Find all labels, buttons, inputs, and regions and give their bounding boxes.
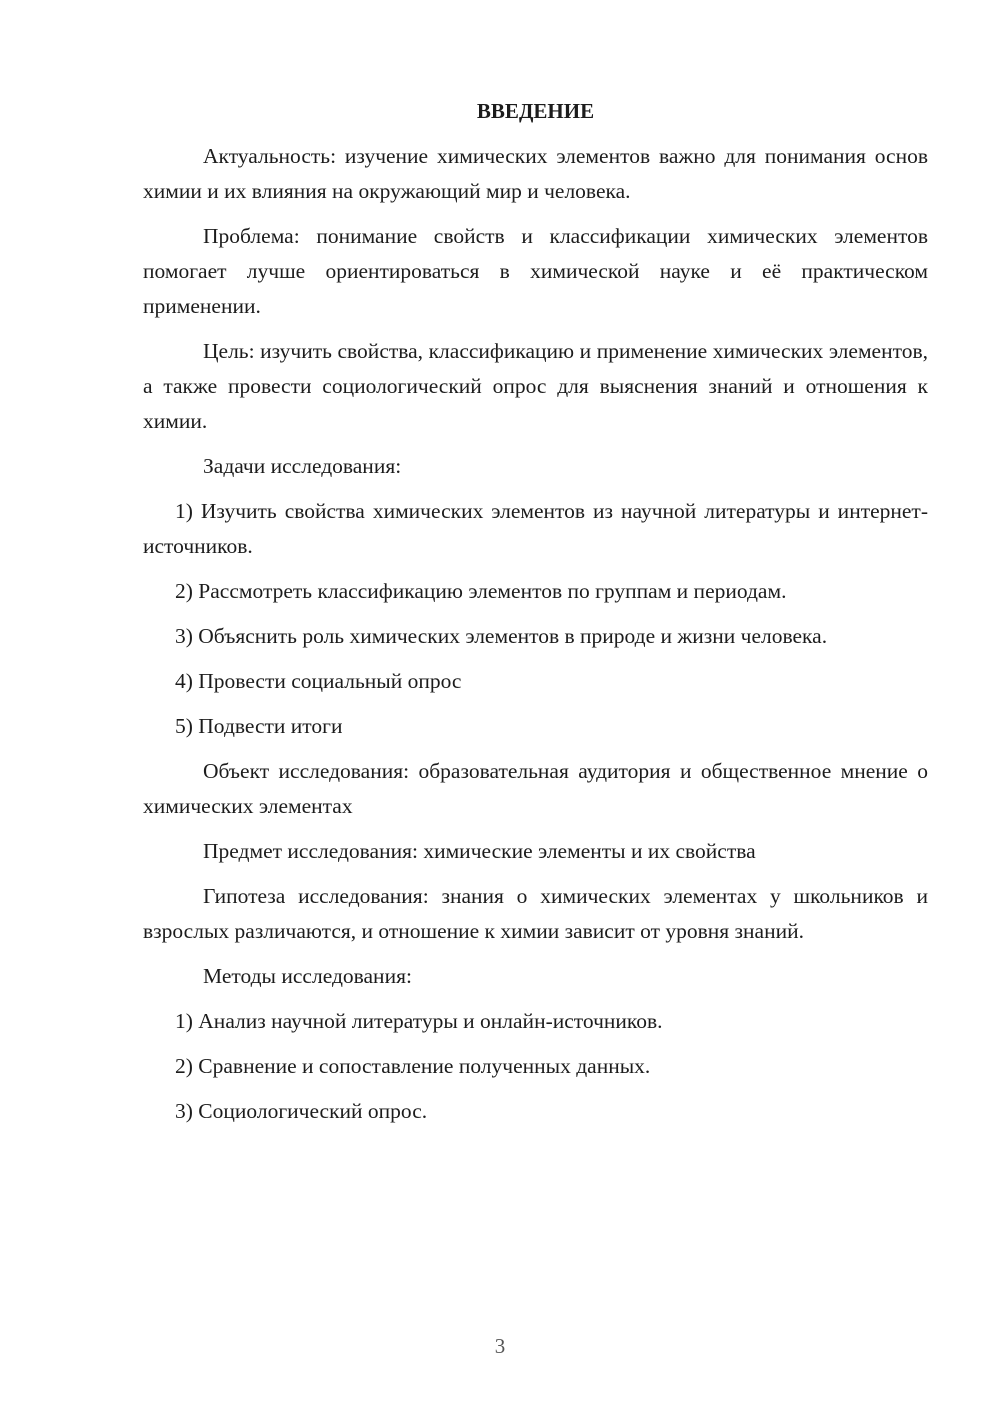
subject-paragraph: Предмет исследования: химические элементы и их свойства (203, 839, 756, 863)
method-item-1: 1) Анализ научной литературы и онлайн-источников. (175, 1009, 663, 1033)
tasks-heading: Задачи исследования: (203, 454, 402, 478)
task-item-2: 2) Рассмотреть классификацию элементов по группам и периодам. (175, 579, 787, 603)
task-item-1: 1) Изучить свойства химических элементов из научной литературы и интернет-источников. (143, 499, 928, 558)
page-number: 3 (494, 1334, 506, 1358)
methods-heading: Методы исследования: (203, 964, 412, 988)
problem-paragraph: Проблема: понимание свойств и классификации химических элементов помогает лучше ориентироваться в химической науке и её практическом применении. (143, 224, 928, 318)
goal-paragraph: Цель: изучить свойства, классификацию и применение химических элементов, а также провести социологический опрос для выяснения знаний и отношения к химии. (143, 339, 928, 433)
relevance-paragraph: Актуальность: изучение химических элементов важно для понимания основ химии и их влияния на окружающий мир и человека. (143, 144, 928, 203)
hypothesis-paragraph: Гипотеза исследования: знания о химических элементах у школьников и взрослых различаются, и отношение к химии зависит от уровня знаний. (143, 884, 928, 943)
document-page (143, 95, 928, 1139)
object-paragraph: Объект исследования: образовательная аудитория и общественное мнение о химических элементах (143, 759, 928, 818)
task-item-3: 3) Объяснить роль химических элементов в природе и жизни человека. (175, 624, 828, 648)
section-title: ВВЕДЕНИЕ (476, 99, 595, 123)
method-item-2: 2) Сравнение и сопоставление полученных данных. (175, 1054, 651, 1078)
method-item-3: 3) Социологический опрос. (175, 1099, 428, 1123)
task-item-4: 4) Провести социальный опрос (175, 669, 462, 693)
task-item-5: 5) Подвести итоги (175, 714, 343, 738)
